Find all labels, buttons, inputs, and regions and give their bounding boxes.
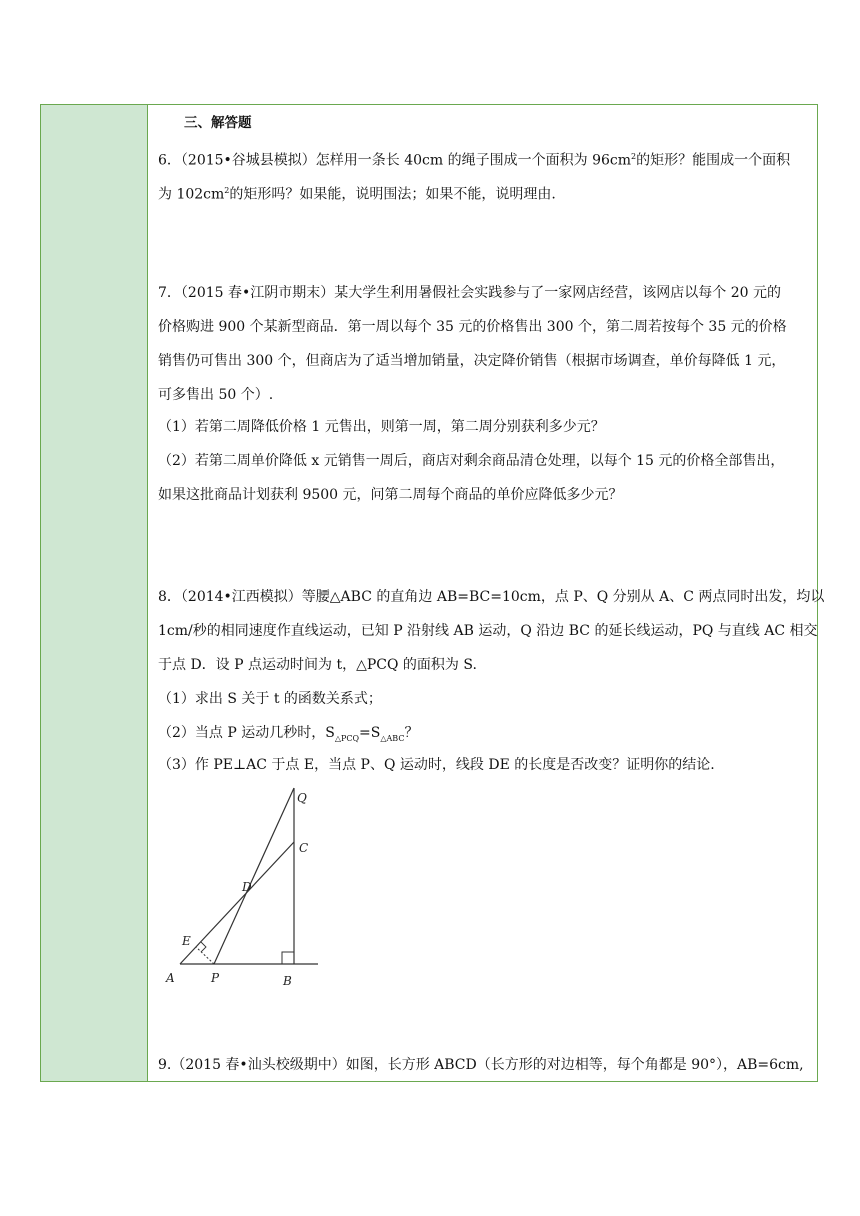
q7-line-7: 如果这批商品计划获利 9500 元，问第二周每个商品的单价应降低多少元？ (158, 487, 623, 503)
q6-line-2: 为 $102cm^2$的矩形吗？如果能，说明围法；如果不能，说明理由. (158, 186, 556, 203)
line-pe (196, 947, 214, 964)
label-e: E (182, 934, 191, 948)
q7-line-2: 价格购进 900 个某新型商品．第一周以每个 35 元的价格售出 300 个，第二周若按每个 35 元的价格 (158, 319, 787, 335)
q8-part-3: （3）作 PE⊥AC 于点 E，当点 P、Q 运动时，线段 DE 的长度是否改变？证明你的结论. (158, 757, 715, 773)
line-ac (180, 842, 294, 964)
label-d: D (242, 880, 252, 894)
q7-part-1: （1）若第二周降低价格 1 元售出，则第一周，第二周分别获利多少元？ (158, 419, 605, 435)
triangle-figure (156, 786, 326, 988)
q8-line-3: 于点 D．设 P 点运动时间为 t，△PCQ 的面积为 S. (158, 657, 477, 673)
q8-line-1: 8．（2014•江西模拟）等腰△ABC 的直角边 AB=BC=10cm，点 P、Q 分别从 A、C 两点同时出发，均以 (158, 589, 825, 605)
right-angle-b (282, 952, 294, 964)
q8-line-2: 1cm/秒的相同速度作直线运动，已知 P 沿射线 AB 运动，Q 沿边 BC 的延长线运动，PQ 与直线 AC 相交 (158, 623, 818, 639)
q7-line-3: 销售仍可售出 300 个，但商店为了适当增加销量，决定降价销售（根据市场调查，单价每降低 1 元， (158, 353, 786, 369)
q7-part-2: （2）若第二周单价降低 x 元销售一周后，商店对剩余商品清仓处理，以每个 15 元的价格全部售出， (158, 453, 785, 469)
label-p: P (211, 971, 220, 985)
label-q: Q (297, 791, 307, 805)
content-column (148, 105, 825, 1081)
label-b: B (283, 974, 292, 988)
line-pq (214, 788, 294, 964)
section-title: 三、解答题 (184, 115, 252, 131)
question-frame (40, 104, 825, 1082)
label-c: C (299, 841, 309, 855)
side-column (41, 105, 148, 1081)
q7-line-1: 7．（2015 春•江阴市期末）某大学生利用暑假社会实践参与了一家网店经营，该网店以每个 20 元的 (158, 285, 781, 301)
right-angle-e (201, 942, 206, 952)
q7-line-4: 可多售出 50 个）. (158, 387, 274, 403)
q8-part-1: （1）求出 S 关于 t 的函数关系式； (158, 691, 382, 707)
label-a: A (166, 971, 175, 985)
q6-line-1: 6．（2015•谷城县模拟）怎样用一条长 40cm 的绳子围成一个面积为 $96cm^2$的矩形？能围成一个面积 (158, 152, 791, 169)
q8-part-2: （2）当点 P 运动几秒时，$S_{\triangle PCQ}=S_{\triangle ABC}$？ (158, 725, 419, 743)
q9-line-1: 9.（2015 春•汕头校级期中）如图，长方形 ABCD（长方形的对边相等，每个角都是 90°），AB=6cm, (158, 1057, 804, 1073)
